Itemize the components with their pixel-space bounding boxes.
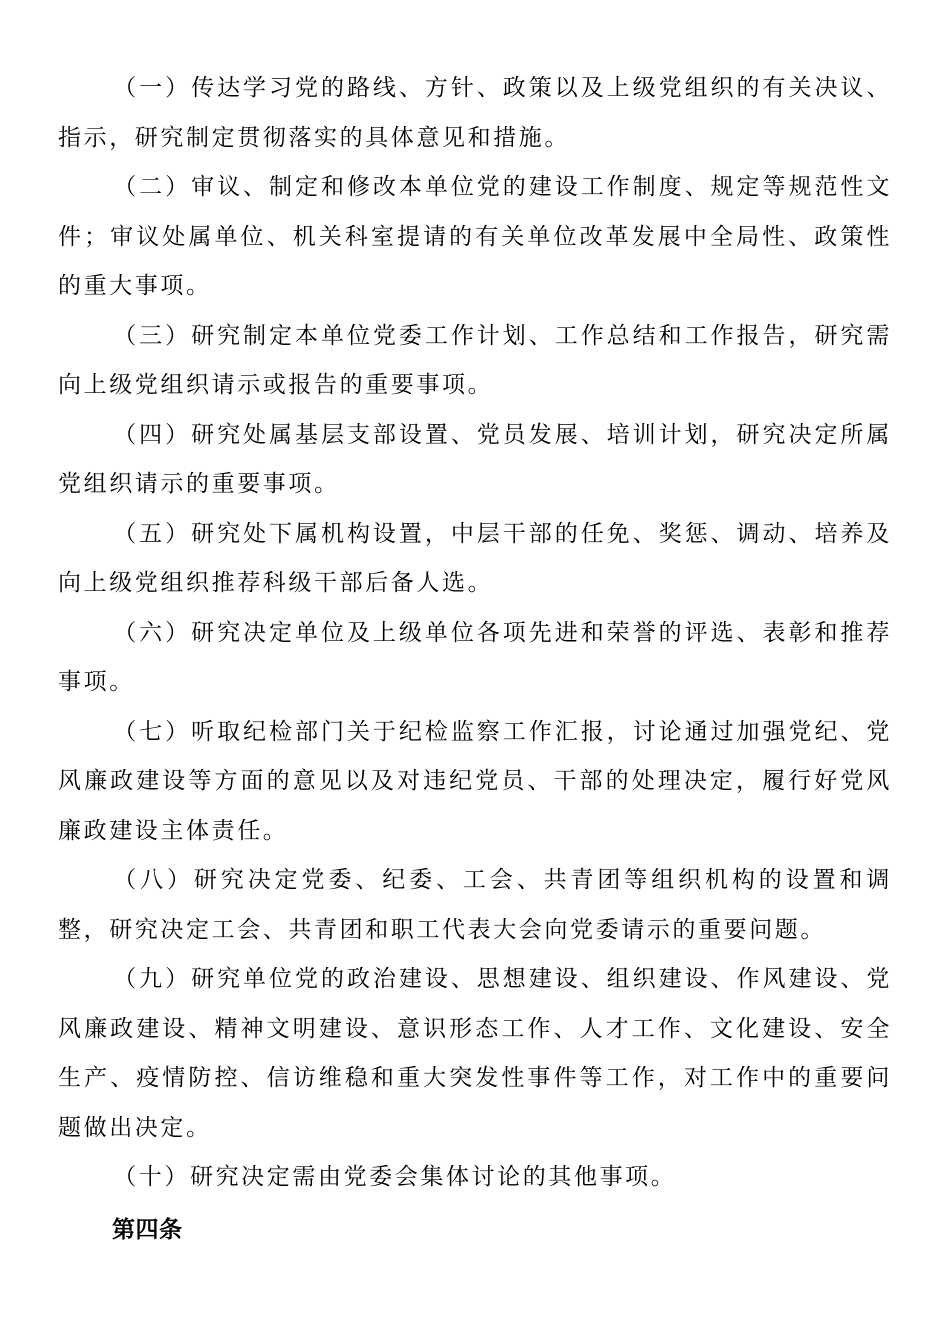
paragraph-item-5: （五）研究处下属机构设置，中层干部的任免、奖惩、调动、培养及向上级党组织推荐科级干部后备人选。	[58, 520, 892, 596]
paragraph-item-3: （三）研究制定本单位党委工作计划、工作总结和工作报告，研究需向上级党组织请示或报告的重要事项。	[58, 322, 892, 398]
paragraph-item-1: （一）传达学习党的路线、方针、政策以及上级党组织的有关决议、指示，研究制定贯彻落实的具体意见和措施。	[58, 75, 892, 151]
paragraph-item-6: （六）研究决定单位及上级单位各项先进和荣誉的评选、表彰和推荐事项。	[58, 619, 892, 695]
paragraph-item-10: （十）研究决定需由党委会集体讨论的其他事项。	[113, 1164, 677, 1190]
paragraph-item-9: （九）研究单位党的政治建设、思想建设、组织建设、作风建设、党风廉政建设、精神文明建设、意识形态工作、人才工作、文化建设、安全生产、疫情防控、信访维稳和重大突发性事件等工作，对工作中的重要问题做出决定。	[58, 966, 892, 1141]
document-body	[58, 64, 892, 1257]
paragraph-item-2: （二）审议、制定和修改本单位党的建设工作制度、规定等规范性文件；审议处属单位、机关科室提请的有关单位改革发展中全局性、政策性的重大事项。	[58, 174, 892, 299]
paragraph-item-7: （七）听取纪检部门关于纪检监察工作汇报，讨论通过加强党纪、党风廉政建设等方面的意见以及对违纪党员、干部的处理决定，履行好党风廉政建设主体责任。	[58, 718, 892, 844]
section-heading: 第四条	[112, 1216, 183, 1243]
paragraph-item-8: （八）研究决定党委、纪委、工会、共青团等组织机构的设置和调整，研究决定工会、共青团和职工代表大会向党委请示的重要问题。	[58, 867, 892, 943]
paragraph-item-4: （四）研究处属基层支部设置、党员发展、培训计划，研究决定所属党组织请示的重要事项。	[58, 421, 892, 497]
